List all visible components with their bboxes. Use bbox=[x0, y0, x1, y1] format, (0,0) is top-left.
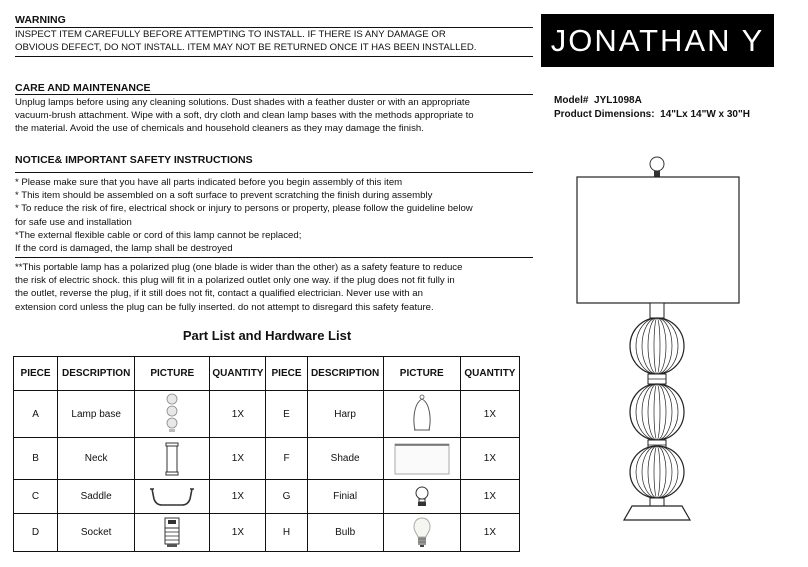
header-quantity: QUANTITY bbox=[460, 357, 519, 391]
ball-middle bbox=[630, 384, 684, 440]
notice-line: If the cord is damaged, the lamp shall be destroyed bbox=[15, 243, 233, 255]
bulb-icon bbox=[413, 517, 431, 549]
socket-icon bbox=[162, 517, 182, 549]
description-cell: Lamp base bbox=[58, 391, 135, 438]
picture-cell bbox=[135, 480, 210, 514]
picture-cell bbox=[383, 438, 460, 480]
picture-cell bbox=[135, 514, 210, 552]
description-cell: Socket bbox=[58, 514, 135, 552]
notice-line: *The external flexible cable or cord of this lamp cannot be replaced; bbox=[15, 229, 302, 241]
piece-cell: F bbox=[266, 438, 307, 480]
table-row bbox=[14, 391, 520, 438]
finial-icon bbox=[414, 485, 430, 509]
saddle-icon bbox=[148, 485, 196, 509]
header-piece: PIECE bbox=[266, 357, 307, 391]
quantity-cell: 1X bbox=[460, 480, 519, 514]
quantity-cell: 1X bbox=[210, 438, 266, 480]
plug-line: **This portable lamp has a polarized plug (one blade is wider than the other) as a safety feature to reduce bbox=[15, 262, 463, 273]
notice-mid-divider bbox=[15, 257, 533, 258]
quantity-cell: 1X bbox=[210, 514, 266, 552]
plug-line: the outlet, reverse the plug, if it still does not fit, contact a qualified electrician. Never use with an bbox=[15, 288, 423, 300]
header-description: DESCRIPTION bbox=[307, 357, 383, 391]
piece-cell: A bbox=[14, 391, 58, 438]
piece-cell: G bbox=[266, 480, 307, 514]
header-piece: PIECE bbox=[14, 357, 58, 391]
care-line: Unplug lamps before using any cleaning solutions. Dust shades with a feather duster or with an appropriate bbox=[15, 97, 470, 108]
warning-title: WARNING bbox=[15, 14, 66, 26]
description-cell: Bulb bbox=[307, 514, 383, 552]
header-quantity: QUANTITY bbox=[210, 357, 266, 391]
description-cell: Finial bbox=[307, 480, 383, 514]
quantity-cell: 1X bbox=[460, 438, 519, 480]
ball-bottom bbox=[630, 446, 684, 498]
picture-cell bbox=[383, 391, 460, 438]
shade-icon bbox=[393, 442, 451, 476]
quantity-cell: 1X bbox=[460, 514, 519, 552]
warning-text bbox=[15, 28, 476, 54]
model-value: JYL1098A bbox=[594, 95, 642, 106]
notice-divider bbox=[15, 172, 533, 173]
care-title: CARE AND MAINTENANCE bbox=[15, 82, 151, 94]
piece-cell: E bbox=[266, 391, 307, 438]
product-dimensions bbox=[554, 108, 750, 122]
notice-line: * This item should be assembled on a soft surface to prevent scratching the finish during assembly bbox=[15, 190, 433, 202]
parts-table bbox=[13, 356, 520, 552]
notice-line: * Please make sure that you have all parts indicated before you begin assembly of this item bbox=[15, 177, 403, 188]
ball-top bbox=[630, 318, 684, 374]
warning-line: INSPECT ITEM CAREFULLY BEFORE ATTEMPTING TO INSTALL. IF THERE IS ANY DAMAGE OR bbox=[15, 29, 446, 40]
description-cell: Saddle bbox=[58, 480, 135, 514]
care-divider bbox=[15, 94, 533, 95]
description-cell: Harp bbox=[307, 391, 383, 438]
table-row bbox=[14, 480, 520, 514]
care-line: the material. Avoid the use of chemicals and household cleaners as they may damage the finish. bbox=[15, 123, 424, 135]
shade-part bbox=[577, 177, 739, 303]
picture-cell bbox=[383, 480, 460, 514]
model-number bbox=[554, 94, 642, 108]
header-picture: PICTURE bbox=[383, 357, 460, 391]
lamp-illustration bbox=[570, 150, 750, 525]
notice-line: * To reduce the risk of fire, electrical shock or injury to persons or property, please follow the guideline below bbox=[15, 203, 473, 215]
plug-text bbox=[15, 261, 462, 314]
header-picture: PICTURE bbox=[135, 357, 210, 391]
plug-line: extension cord unless the plug can be fully inserted. do not attempt to disregard this safety feature. bbox=[15, 301, 434, 313]
picture-cell bbox=[135, 391, 210, 438]
parts-title: Part List and Hardware List bbox=[182, 328, 352, 343]
header-description: DESCRIPTION bbox=[58, 357, 135, 391]
quantity-cell: 1X bbox=[210, 480, 266, 514]
table-row bbox=[14, 438, 520, 480]
neck-part bbox=[650, 303, 664, 318]
notice-title: NOTICE& IMPORTANT SAFETY INSTRUCTIONS bbox=[15, 154, 253, 166]
picture-cell bbox=[383, 514, 460, 552]
picture-cell bbox=[135, 438, 210, 480]
harp-icon bbox=[409, 394, 435, 434]
lamp-base-icon bbox=[164, 393, 180, 435]
notice-text bbox=[15, 176, 473, 255]
model-label: Model# bbox=[554, 95, 589, 106]
description-cell: Neck bbox=[58, 438, 135, 480]
brand-logo: JONATHAN Y bbox=[541, 14, 774, 67]
table-row bbox=[14, 514, 520, 552]
notice-line: for safe use and installation bbox=[15, 216, 132, 228]
care-line: vacuum-brush attachment. Wipe with a soft, dry cloth and clean lamp bases with the methods appropriate to bbox=[15, 110, 474, 122]
dimensions-value: 14"Lx 14"W x 30"H bbox=[660, 109, 750, 120]
warning-line: OBVIOUS DEFECT, DO NOT INSTALL. ITEM MAY NOT BE RETURNED ONCE IT HAS BEEN INSTALLED. bbox=[15, 42, 477, 54]
piece-cell: B bbox=[14, 438, 58, 480]
dimensions-label: Product Dimensions: bbox=[554, 109, 655, 120]
description-cell: Shade bbox=[307, 438, 383, 480]
piece-cell: D bbox=[14, 514, 58, 552]
quantity-cell: 1X bbox=[210, 391, 266, 438]
finial-part bbox=[650, 157, 664, 171]
neck-icon bbox=[163, 442, 181, 476]
quantity-cell: 1X bbox=[460, 391, 519, 438]
piece-cell: C bbox=[14, 480, 58, 514]
piece-cell: H bbox=[266, 514, 307, 552]
table-header-row bbox=[14, 357, 520, 391]
base-part bbox=[624, 506, 690, 520]
plug-line: the risk of electric shock. this plug will fit in a polarized outlet only one way. if the plug does not fit fully in bbox=[15, 275, 455, 287]
warning-bottom-divider bbox=[15, 56, 533, 57]
care-text bbox=[15, 96, 474, 136]
